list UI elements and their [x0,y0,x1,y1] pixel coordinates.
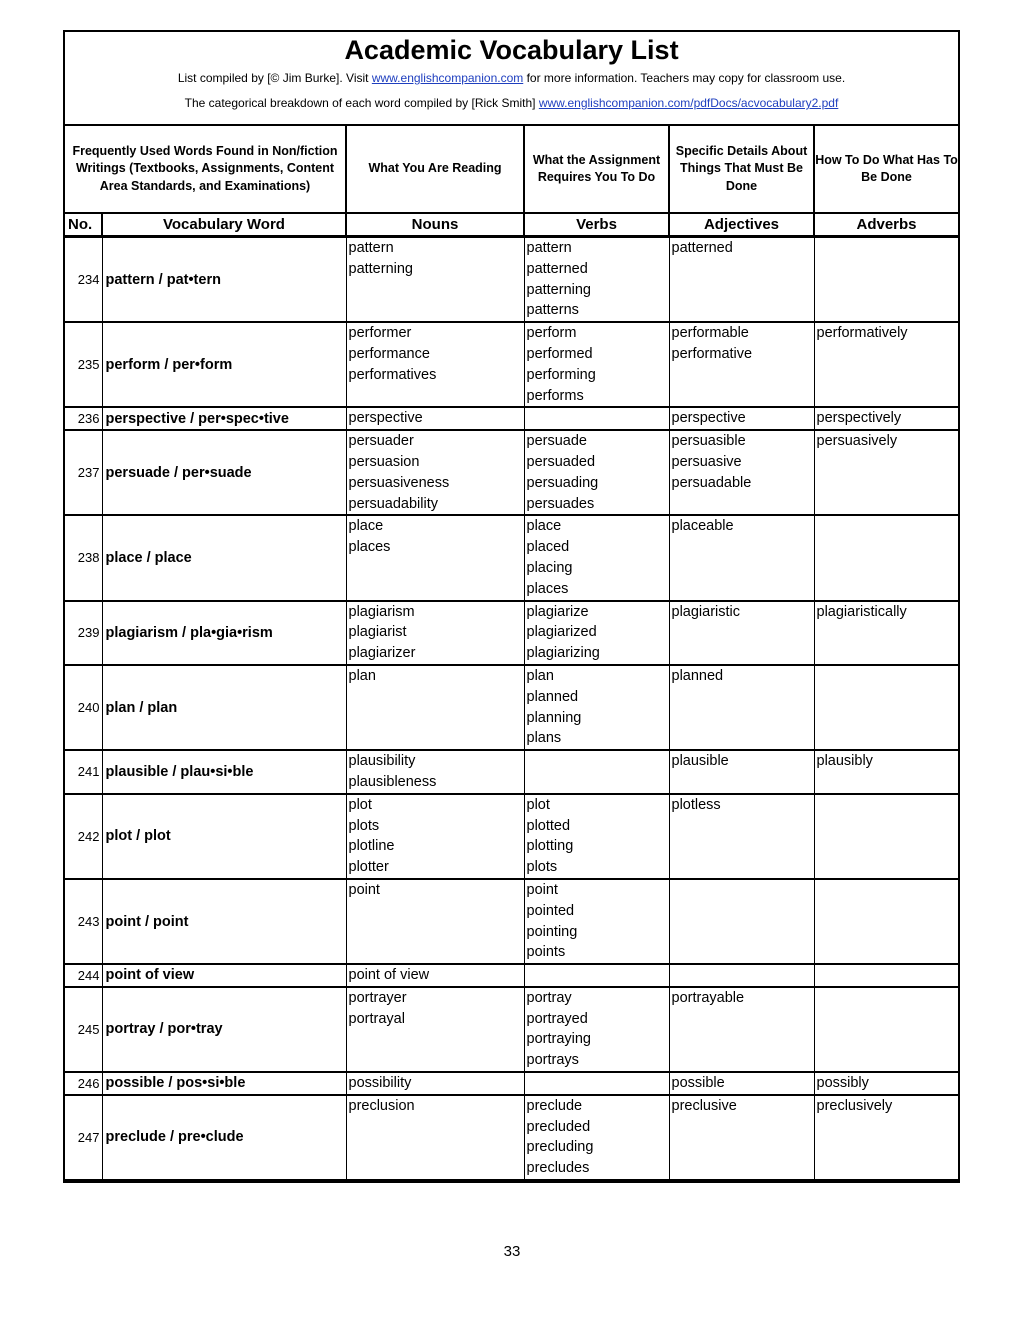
noun-form: plots [348,817,380,834]
noun-form: point of view [348,967,430,984]
description-adverbs: How To Do What Has To Be Done [814,126,958,213]
adverb-form: possibly [816,1075,869,1092]
vocabulary-word: perform / per•form [102,322,346,407]
table-row [65,665,958,750]
verb-form: plagiarized [526,624,597,641]
credit-line-smith [65,95,958,111]
adverbs-cell [814,1095,958,1180]
verbs-cell [524,794,669,879]
adjectives-cell [669,1095,814,1180]
verb-form: patterns [526,302,579,319]
adverbs-cell [814,430,958,515]
noun-form: patterning [348,260,413,277]
verbs-cell [524,407,669,430]
row-number: 239 [65,601,102,665]
adjectives-cell [669,750,814,794]
table-row [65,964,958,987]
adjectives-cell [669,794,814,879]
verbs-cell [524,750,669,794]
verb-form: plots [526,859,558,876]
verb-form: place [526,518,562,535]
noun-form: plagiarism [348,603,415,620]
table-row [65,407,958,430]
verbs-cell [524,1072,669,1095]
adverb-form: preclusively [816,1097,893,1114]
verb-form: pattern [526,240,572,256]
adverbs-cell [814,515,958,600]
nouns-cell [346,794,524,879]
adverbs-cell [814,987,958,1072]
nouns-cell [346,322,524,407]
vocabulary-word: persuade / per•suade [102,430,346,515]
adverbs-cell [814,601,958,665]
adjective-form: persuasive [671,453,742,470]
row-number: 247 [65,1095,102,1180]
noun-form: plausibility [348,753,416,770]
title-block [65,32,958,126]
verbs-cell [524,964,669,987]
description-frequent-words: Frequently Used Words Found in Non/fiction Writings (Textbooks, Assignments, Content Area Standards, and Examinations) [65,126,346,213]
vocabulary-word: point / point [102,879,346,964]
adverbs-cell [814,1072,958,1095]
adjectives-cell [669,665,814,750]
verb-form: precludes [526,1160,590,1177]
adverb-form: performatively [816,325,908,342]
credit-line-burke [65,70,958,86]
adjectives-cell [669,601,814,665]
noun-form: performer [348,325,412,342]
verbs-cell [524,322,669,407]
verb-form: performed [526,345,593,362]
adjectives-cell [669,964,814,987]
vocabulary-sheet [63,30,960,1183]
adverbs-cell [814,879,958,964]
noun-form: possibility [348,1075,412,1092]
verb-form: placing [526,559,573,576]
table-row [65,794,958,879]
header-adjectives: Adjectives [669,213,814,237]
vocabulary-rows [65,237,958,1181]
noun-form: plotter [348,859,389,876]
vocabulary-word: plan / plan [102,665,346,750]
noun-form: perspective [348,410,423,427]
row-number: 243 [65,879,102,964]
verb-form: plagiarize [526,603,589,620]
adverb-form: persuasively [816,433,898,450]
row-number: 234 [65,237,102,323]
englishcompanion-link[interactable]: www.englishcompanion.com [371,71,524,85]
verb-form: pointing [526,923,578,940]
table-row [65,750,958,794]
adjective-form: preclusive [671,1097,737,1114]
adjectives-cell [669,987,814,1072]
credit-1-text: List compiled by [© Jim Burke]. Visit [177,71,372,85]
row-number: 240 [65,665,102,750]
verb-form: precluded [526,1118,591,1135]
noun-form: persuasion [348,453,420,470]
nouns-cell [346,601,524,665]
nouns-cell [346,1072,524,1095]
nouns-cell [346,407,524,430]
adverbs-cell [814,237,958,323]
header-verbs: Verbs [524,213,669,237]
nouns-cell [346,430,524,515]
verbs-cell [524,601,669,665]
table-row [65,515,958,600]
row-number: 235 [65,322,102,407]
noun-form: performance [348,345,430,362]
nouns-cell [346,964,524,987]
adjective-form: plagiaristic [671,603,740,620]
vocabulary-table [65,126,958,1181]
verb-form: placed [526,539,570,556]
verb-form: persuades [526,495,595,512]
verb-form: persuaded [526,453,596,470]
credit-2-text: The categorical breakdown of each word compiled by [Rick Smith] [184,96,539,110]
noun-form: plot [348,796,372,813]
noun-form: plausibleness [348,773,437,790]
header-vocabulary-word: Vocabulary Word [102,213,346,237]
adverbs-cell [814,407,958,430]
noun-form: plotline [348,838,395,855]
credit-1-text-end: for more information. Teachers may copy for classroom use. [523,71,846,85]
row-number: 245 [65,987,102,1072]
nouns-cell [346,515,524,600]
table-row [65,430,958,515]
verb-form: persuade [526,433,587,450]
verbs-cell [524,430,669,515]
verb-form: points [526,944,566,961]
table-row [65,879,958,964]
table-row [65,601,958,665]
verb-form: precluding [526,1139,594,1156]
noun-form: pattern [348,240,394,256]
table-row [65,987,958,1072]
verb-form: performing [526,366,596,383]
verb-form: point [526,881,558,898]
adjectives-cell [669,407,814,430]
vocabulary-word: place / place [102,515,346,600]
header-adverbs: Adverbs [814,213,958,237]
description-nouns: What You Are Reading [346,126,524,213]
adjectives-cell [669,879,814,964]
description-adjectives: Specific Details About Things That Must Be Done [669,126,814,213]
table-row [65,1095,958,1180]
adjectives-cell [669,322,814,407]
verb-form: pointed [526,902,575,919]
row-number: 236 [65,407,102,430]
verb-form: plot [526,796,550,813]
nouns-cell [346,879,524,964]
vocabulary-word: perspective / per•spec•tive [102,407,346,430]
adverbs-cell [814,665,958,750]
adjective-form: plotless [671,796,721,813]
adverbs-cell [814,322,958,407]
adjectives-cell [669,237,814,323]
adjective-form: performative [671,345,753,362]
row-number: 244 [65,964,102,987]
adjective-form: perspective [671,410,746,427]
adjective-form: possible [671,1075,725,1092]
vocabulary-word: point of view [102,964,346,987]
verb-form: preclude [526,1097,583,1114]
verb-form: perform [526,325,577,342]
verb-form: plotting [526,838,574,855]
adjective-form: placeable [671,518,734,535]
verb-form: plans [526,730,562,747]
adjective-form: portrayable [671,989,745,1006]
verbs-cell [524,665,669,750]
verb-form: portrayed [526,1010,588,1027]
verb-form: patterned [526,260,588,277]
header-no: No. [65,213,102,237]
noun-form: plagiarizer [348,645,416,662]
vocabulary-word: plagiarism / pla•gia•rism [102,601,346,665]
adjective-form: plausible [671,753,729,770]
row-number: 242 [65,794,102,879]
table-row [65,237,958,323]
vocabulary-word: preclude / pre•clude [102,1095,346,1180]
nouns-cell [346,1095,524,1180]
noun-form: plagiarist [348,624,407,641]
table-row [65,1072,958,1095]
verbs-cell [524,515,669,600]
verb-form: portrays [526,1052,579,1069]
adverbs-cell [814,750,958,794]
noun-form: place [348,518,384,535]
adverb-form: plausibly [816,753,873,770]
verbs-cell [524,237,669,323]
verb-form: persuading [526,474,599,491]
verb-form: plan [526,667,554,684]
noun-form: plan [348,667,376,684]
adjective-form: planned [671,667,724,684]
verb-form: places [526,580,569,597]
adjective-form: persuasible [671,433,746,450]
adjective-form: patterned [671,240,733,256]
nouns-cell [346,237,524,323]
header-nouns: Nouns [346,213,524,237]
page-number: 33 [503,1243,521,1260]
vocabulary-word: plausible / plau•si•ble [102,750,346,794]
row-number: 238 [65,515,102,600]
noun-form: performatives [348,366,437,383]
verbs-cell [524,879,669,964]
verbs-cell [524,987,669,1072]
verb-form: plotted [526,817,571,834]
row-number: 237 [65,430,102,515]
verb-form: planning [526,709,582,726]
noun-form: portrayer [348,989,407,1006]
document-title: Academic Vocabulary List [344,35,679,65]
adverb-form: perspectively [816,410,902,427]
vocabulary-word: possible / pos•si•ble [102,1072,346,1095]
vocabulary-word: portray / por•tray [102,987,346,1072]
description-verbs: What the Assignment Requires You To Do [524,126,669,213]
noun-form: places [348,539,391,556]
noun-form: point [348,881,380,898]
adjectives-cell [669,515,814,600]
vocabulary-word: pattern / pat•tern [102,237,346,323]
nouns-cell [346,750,524,794]
table-row [65,322,958,407]
row-number: 246 [65,1072,102,1095]
adjective-form: persuadable [671,474,752,491]
adverbs-cell [814,964,958,987]
nouns-cell [346,987,524,1072]
verb-form: portraying [526,1031,591,1048]
adverbs-cell [814,794,958,879]
adjectives-cell [669,430,814,515]
verb-form: portray [526,989,572,1006]
verbs-cell [524,1095,669,1180]
noun-form: persuadability [348,495,438,512]
adverb-form: plagiaristically [816,603,907,620]
noun-form: preclusion [348,1097,415,1114]
category-description-row [65,126,958,213]
verb-form: planned [526,688,579,705]
verb-form: patterning [526,281,591,298]
noun-form: persuader [348,433,414,450]
verb-form: plagiarizing [526,645,600,662]
noun-form: portrayal [348,1010,405,1027]
column-header-row [65,213,958,237]
acvocabulary-pdf-link[interactable]: www.englishcompanion.com/pdfDocs/acvocabulary2.pdf [538,96,839,110]
adjectives-cell [669,1072,814,1095]
row-number: 241 [65,750,102,794]
noun-form: persuasiveness [348,474,450,491]
verb-form: performs [526,387,584,404]
nouns-cell [346,665,524,750]
adjective-form: performable [671,325,749,342]
vocabulary-word: plot / plot [102,794,346,879]
